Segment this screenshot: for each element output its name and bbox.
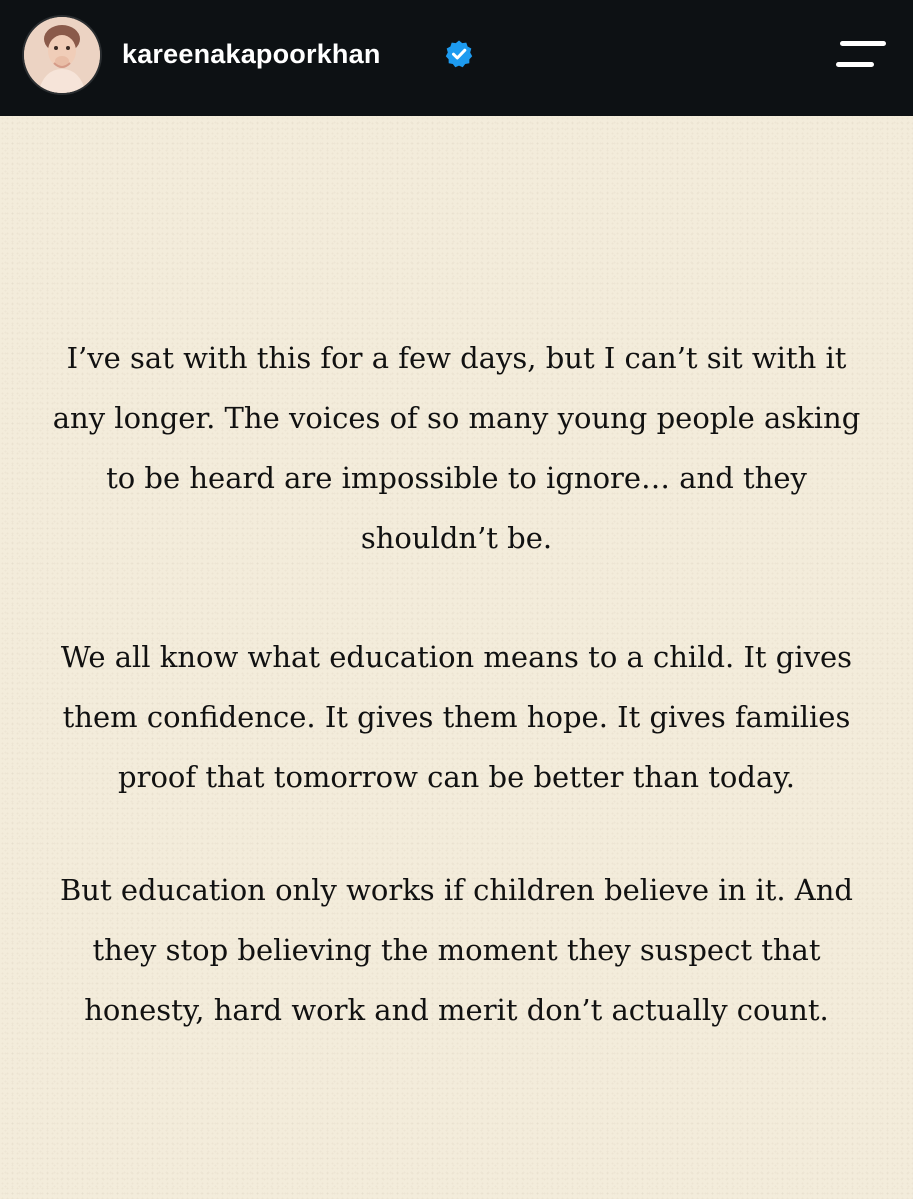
text-line: But education only works if children believe in it. And [59,873,853,907]
text-line: I’ve sat with this for a few days, but I can’t sit with it [66,341,847,375]
paragraph-2 [40,627,873,807]
text-line: them confidence. It gives them hope. It gives families [62,700,851,734]
text-line: honesty, hard work and merit don’t actually count. [84,993,829,1027]
menu-button[interactable] [832,36,888,72]
username[interactable]: kareenakapoorkhan [122,39,381,69]
text-line: any longer. The voices of so many young people asking [52,401,861,435]
profile-header [0,0,913,116]
menu-icon [832,36,888,72]
paragraph-3 [40,860,873,1040]
post-image [0,116,913,1199]
text-line: to be heard are impossible to ignore… and they [106,461,807,495]
profile-photo-icon [24,17,100,93]
verified-badge-icon [444,39,474,69]
text-line: shouldn’t be. [360,521,553,555]
text-line: We all know what education means to a child. It gives [60,640,853,674]
text-line: they stop believing the moment they suspect that [92,933,821,967]
text-line: proof that tomorrow can be better than today. [118,760,795,794]
paragraph-1 [40,328,873,568]
avatar[interactable] [24,17,100,93]
